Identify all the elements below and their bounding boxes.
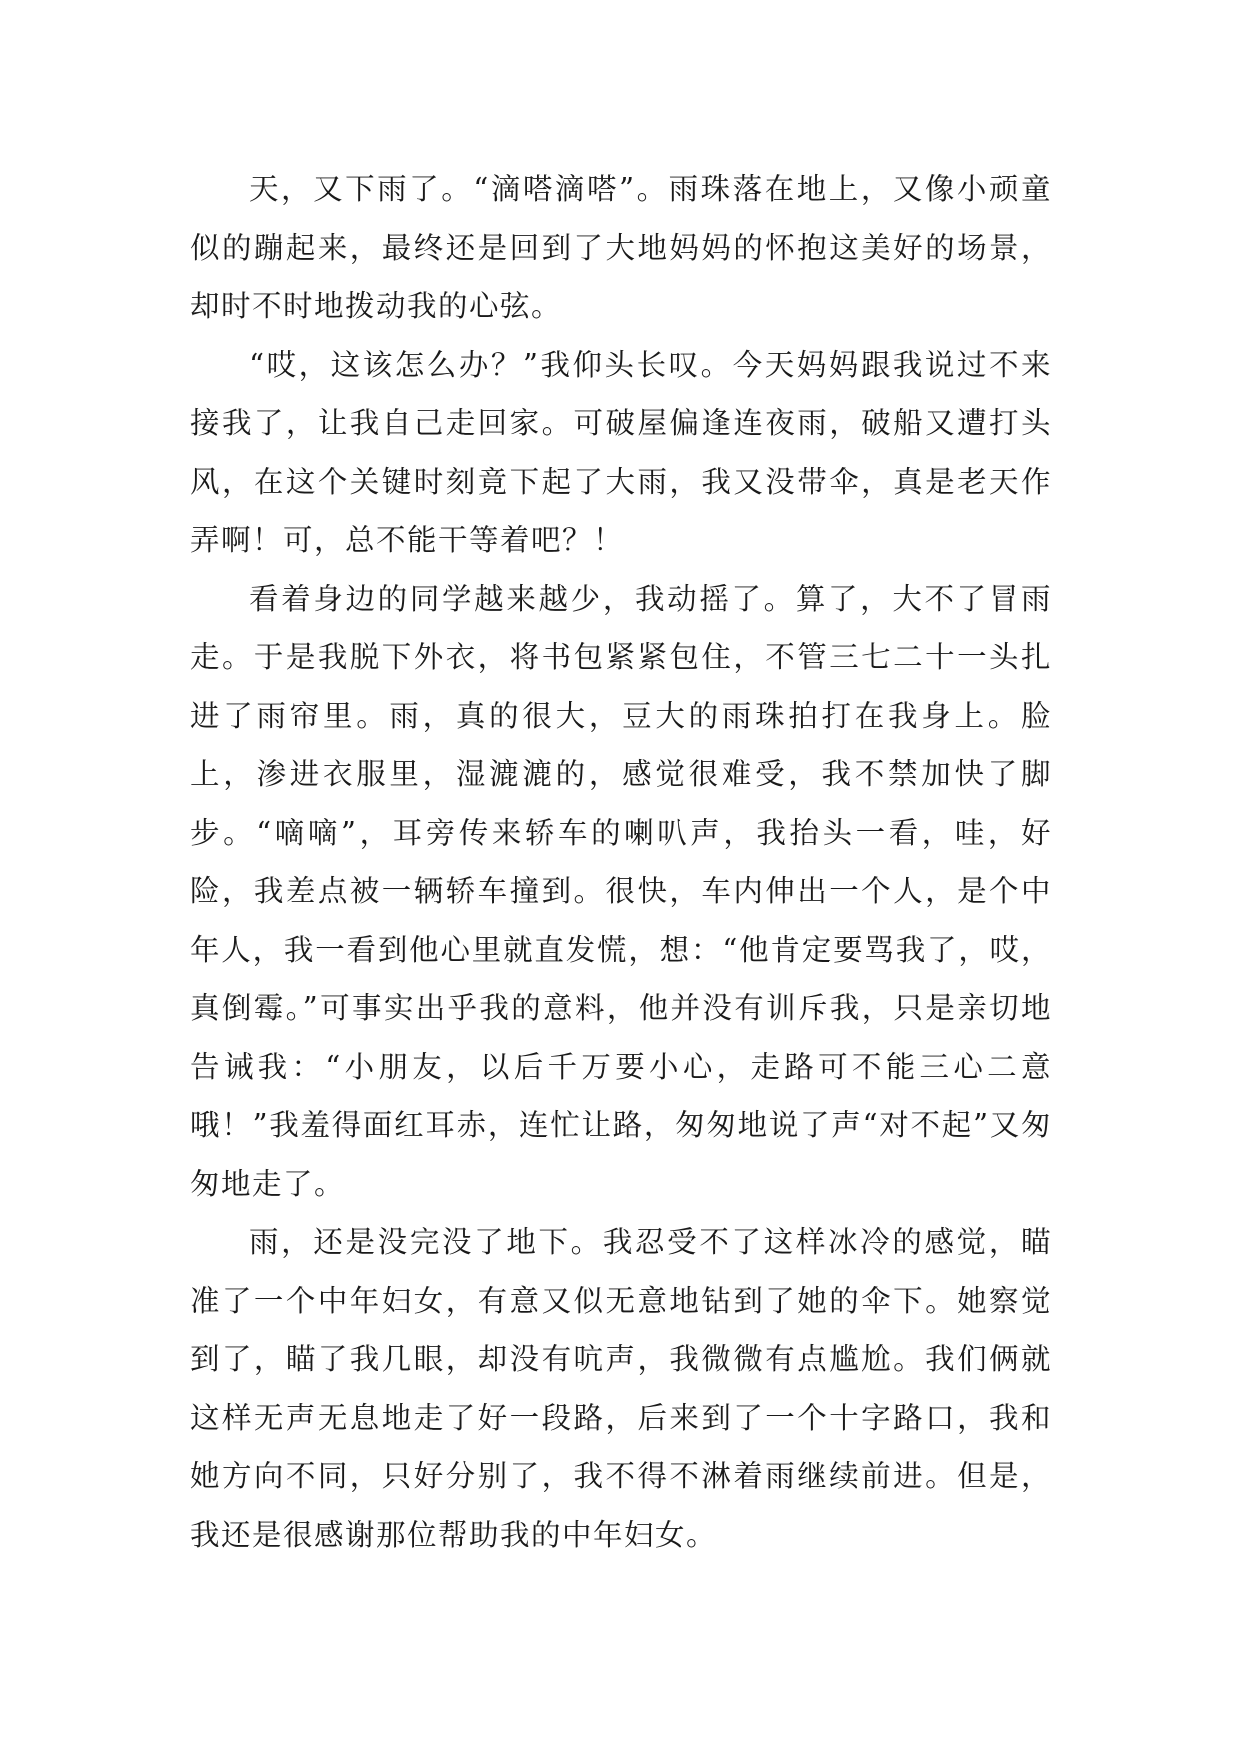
paragraph-4: 雨，还是没完没了地下。我忍受不了这样冰冷的感觉，瞄准了一个中年妇女，有意又似无意地钻到了她的伞下。她察觉到了，瞄了我几眼，却没有吭声，我微微有点尴尬。我们俩就这样无声无息地走了好一段路，后来到了一个十字路口，我和她方向不同，只好分别了，我不得不淋着雨继续前进。但是，我还是很感谢那位帮助我的中年妇女。 (190, 1225, 1052, 1552)
paragraph-2: “哎，这该怎么办？”我仰头长叹。今天妈妈跟我说过不来接我了，让我自己走回家。可破屋偏逢连夜雨，破船又遭打头风，在这个关键时刻竟下起了大雨，我又没带伞，真是老天作弄啊！可，总不能干等着吧？！ (190, 347, 1052, 557)
body-text (190, 160, 1052, 1564)
paragraph-1: 天，又下雨了。“滴嗒滴嗒”。雨珠落在地上，又像小顽童似的蹦起来，最终还是回到了大地妈妈的怀抱这美好的场景，却时不时地拨动我的心弦。 (190, 172, 1052, 323)
paragraph-3: 看着身边的同学越来越少，我动摇了。算了，大不了冒雨走。于是我脱下外衣，将书包紧紧包住，不管三七二十一头扎进了雨帘里。雨，真的很大，豆大的雨珠拍打在我身上。脸上，渗进衣服里，湿漉漉的，感觉很难受，我不禁加快了脚步。“嘀嘀”，耳旁传来轿车的喇叭声，我抬头一看，哇，好险，我差点被一辆轿车撞到。很快，车内伸出一个人，是个中年人，我一看到他心里就直发慌，想：“他肯定要骂我了，哎，真倒霉。”可事实出乎我的意料，他并没有训斥我，只是亲切地告诫我：“小朋友，以后千万要小心，走路可不能三心二意哦！”我羞得面红耳赤，连忙让路，匆匆地说了声“对不起”又匆匆地走了。 (190, 581, 1052, 1201)
